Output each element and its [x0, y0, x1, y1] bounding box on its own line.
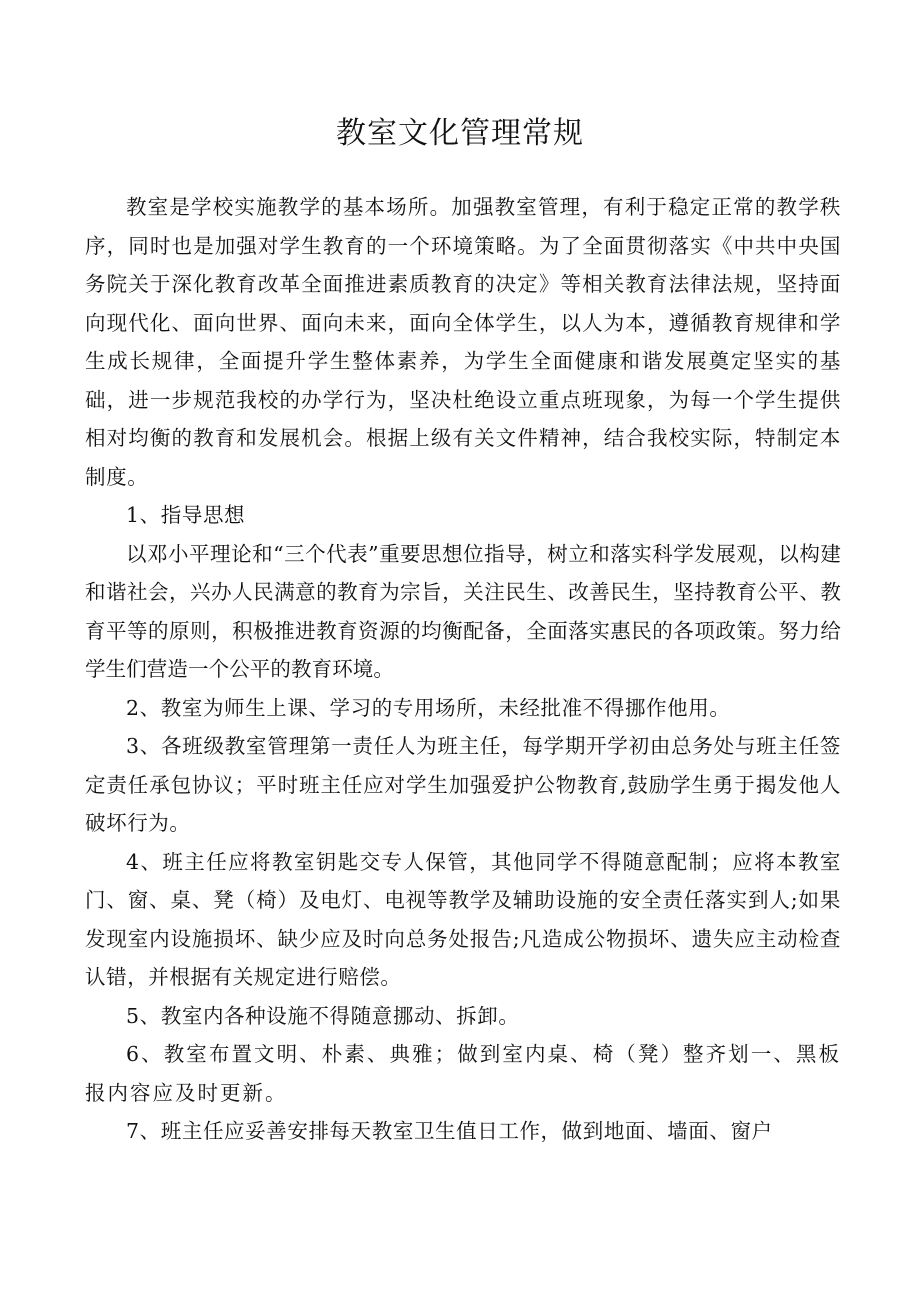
rule-item-4: 4、班主任应将教室钥匙交专人保管，其他同学不得随意配制；应将本教室门、窗、桌、凳（椅）及电灯、电视等教学及辅助设施的安全责任落实到人;如果发现室内设施损坏、缺少应及时向总务处报告;凡造成公物损坏、遗失应主动检查认错，并根据有关规定进行赔偿。 [85, 849, 841, 989]
document-title: 教室文化管理常规 [336, 116, 584, 151]
intro-paragraph: 教室是学校实施教学的基本场所。加强教室管理，有利于稳定正常的教学秩序，同时也是加强对学生教育的一个环境策略。为了全面贯彻落实《中共中央国务院关于深化教育改革全面推进素质教育的决定》等相关教育法律法规，坚持面向现代化、面向世界、面向未来，面向全体学生，以人为本，遵循教育规律和学生成长规律，全面提升学生整体素养，为学生全面健康和谐发展奠定坚实的基础，进一步规范我校的办学行为，坚决杜绝设立重点班现象，为每一个学生提供相对均衡的教育和发展机会。根据上级有关文件精神，结合我校实际，特制定本制度。 [85, 195, 841, 489]
rule-item-5: 5、教室内各种设施不得随意挪动、拆卸。 [126, 1003, 520, 1028]
rule-item-2: 2、教室为师生上课、学习的专用场所，未经批准不得挪作他用。 [126, 695, 731, 720]
document-body [85, 188, 841, 1151]
rule-item-3: 3、各班级教室管理第一责任人为班主任，每学期开学初由总务处与班主任签定责任承包协议；平时班主任应对学生加强爱护公物教育,鼓励学生勇于揭发他人破坏行为。 [85, 734, 841, 835]
section-heading-guiding-thought: 1、指导思想 [126, 503, 246, 527]
rule-item-7: 7、班主任应妥善安排每天教室卫生值日工作，做到地面、墙面、窗户 [126, 1119, 773, 1143]
rule-item-6: 6、教室布置文明、朴素、典雅；做到室内桌、椅（凳）整齐划一、黑板报内容应及时更新。 [85, 1042, 841, 1105]
guiding-thought-paragraph: 以邓小平理论和“三个代表”重要思想位指导，树立和落实科学发展观，以构建和谐社会，兴办人民满意的教育为宗旨，关注民生、改善民生，坚持教育公平、教育平等的原则，积极推进教育资源的均衡配备，全面落实惠民的各项政策。努力给学生们营造一个公平的教育环境。 [85, 541, 841, 681]
